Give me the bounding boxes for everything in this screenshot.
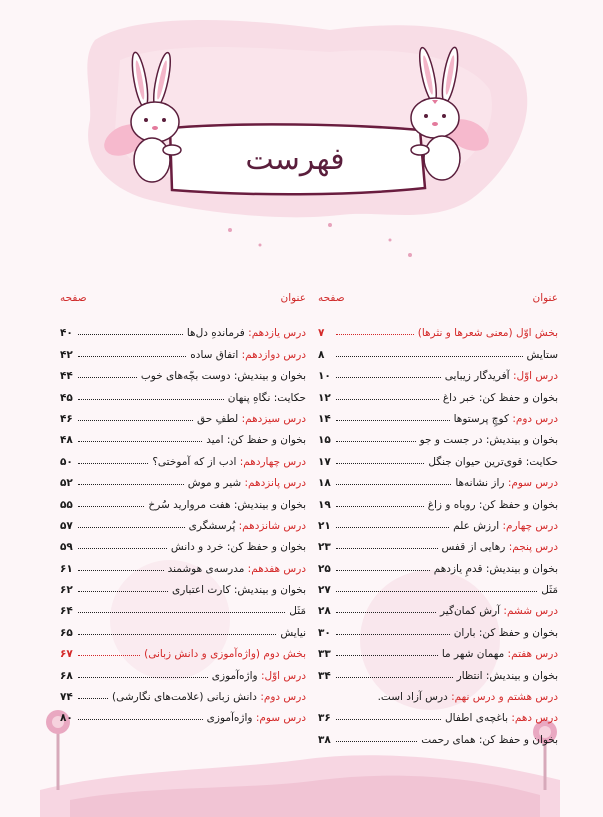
toc-entry-page-number: ۲۸ bbox=[318, 605, 331, 618]
toc-entry-text: بخوان و بیندیش: انتظار bbox=[456, 669, 558, 682]
dot-leader bbox=[336, 676, 453, 678]
toc-entry-text: بخوان و بیندیش: کارت اعتباری bbox=[172, 584, 306, 597]
toc-entry[interactable] bbox=[318, 404, 558, 425]
toc-entry-text: اتفاق ساده bbox=[190, 348, 242, 361]
toc-entry-title bbox=[212, 670, 306, 682]
toc-entry-text: مدرسه‌ی هوشمند bbox=[167, 562, 248, 575]
toc-entry[interactable] bbox=[60, 489, 306, 510]
toc-entry[interactable] bbox=[318, 489, 558, 510]
toc-entry-lesson-label: درس هفدهم: bbox=[247, 562, 306, 575]
toc-entry-title bbox=[527, 349, 558, 361]
dot-leader bbox=[78, 398, 224, 400]
toc-entry-title bbox=[541, 584, 558, 596]
toc-entry-text: بخوان و حفظ کن: خبر داغ bbox=[442, 391, 558, 404]
toc-entry[interactable] bbox=[318, 339, 558, 360]
dot-leader bbox=[78, 718, 203, 720]
dot-leader bbox=[336, 569, 430, 571]
page-title: فهرست bbox=[245, 141, 345, 177]
toc-entry[interactable] bbox=[60, 596, 306, 617]
toc-entry[interactable] bbox=[318, 382, 558, 403]
toc-entry[interactable] bbox=[318, 532, 558, 553]
column-header bbox=[318, 292, 558, 310]
toc-entry-title bbox=[440, 605, 558, 617]
title-board bbox=[175, 128, 415, 190]
toc-entry-page-number: ۱۲ bbox=[318, 391, 331, 404]
dot-leader bbox=[78, 633, 276, 635]
toc-entry-title bbox=[445, 370, 558, 382]
toc-entry-page-number: ۴۵ bbox=[60, 391, 73, 404]
dot-leader bbox=[336, 654, 438, 656]
toc-entry[interactable] bbox=[318, 660, 558, 681]
toc-entry-text: بخوان و بیندیش: در جست و جو bbox=[419, 434, 558, 447]
dot-leader bbox=[78, 376, 137, 378]
toc-entry-title bbox=[420, 434, 558, 446]
toc-entry-text: بخوان و حفظ کن: همای رحمت bbox=[421, 733, 558, 746]
toc-entry[interactable] bbox=[60, 318, 306, 339]
dot-leader bbox=[78, 676, 208, 678]
toc-entry-title bbox=[206, 434, 306, 446]
dot-leader bbox=[336, 355, 523, 357]
toc-entry-title bbox=[445, 712, 558, 724]
toc-entry-text: بخوان و بیندیش: قدمِ یازدهم bbox=[433, 562, 558, 575]
toc-entry-title bbox=[190, 349, 306, 361]
dot-leader bbox=[78, 590, 168, 592]
toc-entry-title bbox=[280, 627, 306, 639]
toc-entry[interactable] bbox=[318, 468, 558, 489]
toc-entry-page-number: ۴۰ bbox=[60, 327, 73, 340]
toc-entry-text: بخوان و حفظ کن: امید bbox=[206, 434, 306, 447]
dot-leader bbox=[336, 440, 416, 442]
toc-entry-text: کوچِ پرستوها bbox=[453, 412, 513, 425]
toc-entry-text: درس آزاد است. bbox=[377, 691, 452, 704]
column-header-page: صفحه bbox=[60, 292, 87, 304]
toc-entry-title bbox=[197, 413, 306, 425]
toc-entry-page-number: ۶۸ bbox=[60, 669, 73, 682]
toc-entry[interactable] bbox=[318, 682, 558, 703]
toc-entry-page-number: ۳۶ bbox=[318, 712, 331, 725]
dot-leader bbox=[336, 633, 450, 635]
toc-entry[interactable] bbox=[60, 404, 306, 425]
toc-entry[interactable] bbox=[60, 553, 306, 574]
toc-entry-text: حکایت: قوی‌ترین حیوان جنگل bbox=[428, 455, 558, 468]
dot-leader bbox=[78, 333, 183, 335]
left-bunny-icon bbox=[99, 51, 181, 182]
toc-entry-page-number: ۵۰ bbox=[60, 455, 73, 468]
toc-entry-page-number: ۴۸ bbox=[60, 434, 73, 447]
toc-entry-page-number: ۴۲ bbox=[60, 348, 73, 361]
toc-entry[interactable] bbox=[318, 361, 558, 382]
toc-entry-page-number: ۲۱ bbox=[318, 519, 331, 532]
toc-entry-text: رهایی از قفس bbox=[441, 541, 509, 554]
dot-leader bbox=[336, 611, 436, 613]
column-header bbox=[60, 292, 306, 310]
toc-entry-page-number: ۴۶ bbox=[60, 412, 73, 425]
dot-leader bbox=[336, 483, 451, 485]
toc-entry[interactable] bbox=[60, 382, 306, 403]
toc-entry-page-number: ۸ bbox=[318, 348, 325, 361]
toc-entry-page-number: ۴۴ bbox=[60, 370, 73, 383]
dot-leader bbox=[78, 483, 184, 485]
toc-entry-text: واژه‌آموزی bbox=[211, 669, 261, 682]
column-header-title: عنوان bbox=[532, 292, 558, 304]
toc-entry-title bbox=[148, 499, 306, 511]
toc-entry-title bbox=[207, 712, 306, 724]
toc-entry-text: بخوان و حفظ کن: روباه و زاغ bbox=[427, 498, 558, 511]
toc-entry-title bbox=[141, 370, 306, 382]
toc-entry[interactable] bbox=[60, 511, 306, 532]
toc-entry-lesson-label: درس اوّل: bbox=[260, 669, 306, 682]
toc-entry-title bbox=[418, 327, 558, 339]
toc-entry-page-number: ۱۷ bbox=[318, 455, 331, 468]
toc-entry-lesson-label: درس دهم: bbox=[511, 712, 558, 725]
toc-entry-text: آرش کمان‌گیر bbox=[439, 605, 504, 618]
toc-entry-lesson-label: درس سوم: bbox=[507, 477, 558, 490]
dot-leader bbox=[336, 505, 424, 507]
dot-leader bbox=[336, 526, 449, 528]
toc-entry-text: راز نشانه‌ها bbox=[455, 477, 508, 490]
toc-entry-page-number: ۲۷ bbox=[318, 584, 331, 597]
toc-entry-page-number: ۱۵ bbox=[318, 434, 331, 447]
toc-entry[interactable] bbox=[60, 339, 306, 360]
toc-entry-lesson-label: درس پنجم: bbox=[508, 541, 558, 554]
dot-leader bbox=[78, 462, 148, 464]
toc-entry[interactable] bbox=[60, 703, 306, 724]
toc-entry-title bbox=[453, 520, 558, 532]
toc-entry-text: مَثَل bbox=[541, 584, 558, 597]
toc-entry[interactable] bbox=[60, 532, 306, 553]
column-header-page: صفحه bbox=[318, 292, 345, 304]
dot-leader bbox=[78, 505, 144, 507]
toc-entry[interactable] bbox=[318, 617, 558, 638]
toc-rows-left bbox=[60, 318, 306, 724]
toc-entry-title bbox=[454, 413, 558, 425]
column-header-title: عنوان bbox=[280, 292, 306, 304]
toc-entry-text: شیر و موش bbox=[187, 477, 245, 490]
toc-entry-title bbox=[428, 456, 558, 468]
toc-entry-lesson-label: درس اوّل: bbox=[512, 370, 558, 383]
toc-entry-page-number: ۱۰ bbox=[318, 370, 331, 383]
toc-entry-title bbox=[434, 563, 558, 575]
toc-entry-text: بخوان و بیندیش: دوست بچّه‌های خوب bbox=[140, 370, 306, 383]
toc-entry-title bbox=[442, 648, 558, 660]
toc-entry-lesson-label: درس چهارم: bbox=[502, 519, 558, 532]
dot-leader bbox=[78, 419, 193, 421]
toc-entry-text: بخش دوم (واژه‌آموزی و دانش زبانی) bbox=[144, 648, 306, 661]
toc-column-right bbox=[318, 292, 558, 746]
dot-leader bbox=[78, 569, 164, 571]
toc-entry-title bbox=[187, 327, 306, 339]
toc-entry[interactable] bbox=[60, 660, 306, 681]
toc-entry-page-number: ۷۴ bbox=[60, 691, 73, 704]
toc-entry-lesson-label: درس یازدهم: bbox=[248, 327, 306, 340]
toc-entry-title bbox=[168, 563, 306, 575]
toc-entry[interactable] bbox=[318, 511, 558, 532]
toc-entry-page-number: ۳۸ bbox=[318, 733, 331, 746]
dot-leader bbox=[78, 697, 108, 699]
toc-entry-text: نیایش bbox=[280, 626, 306, 639]
right-bunny-icon bbox=[411, 46, 494, 180]
toc-entry-text: آفریدگار زیبایی bbox=[444, 370, 513, 383]
toc-entry-lesson-label: درس چهاردهم: bbox=[239, 455, 306, 468]
toc-entry-page-number: ۱۸ bbox=[318, 477, 331, 490]
toc-entry-text: دانش زبانی (علامت‌های نگارشی) bbox=[112, 691, 261, 704]
toc-entry-text: بخش اوّل (معنی شعرها و نثرها) bbox=[417, 327, 558, 340]
toc-entry[interactable] bbox=[60, 425, 306, 446]
toc-entry-title bbox=[443, 392, 558, 404]
dot-leader bbox=[336, 547, 438, 549]
dot-leader bbox=[336, 740, 417, 742]
toc-entry-text: ستایش bbox=[526, 348, 558, 361]
toc-entry-title bbox=[442, 541, 559, 553]
toc-entry-page-number: ۲۵ bbox=[318, 562, 331, 575]
toc-entry[interactable] bbox=[318, 446, 558, 467]
toc-entry-text: واژه‌آموزی bbox=[206, 712, 256, 725]
toc-entry-page-number: ۵۷ bbox=[60, 519, 73, 532]
toc-entry-title bbox=[144, 648, 306, 660]
toc-entry[interactable] bbox=[318, 703, 558, 724]
dot-leader bbox=[78, 440, 202, 442]
toc-entry[interactable] bbox=[60, 446, 306, 467]
toc-entry[interactable] bbox=[60, 468, 306, 489]
toc-rows-right bbox=[318, 318, 558, 746]
toc-entry-text: حکایت: نگاهِ پنهان bbox=[227, 391, 306, 404]
toc-entry-title bbox=[289, 605, 306, 617]
toc-entry-title bbox=[454, 627, 558, 639]
toc-entry-page-number: ۶۷ bbox=[60, 648, 73, 661]
toc-entry-page-number: ۵۲ bbox=[60, 477, 73, 490]
toc-entry-text: مَثَل bbox=[289, 605, 306, 618]
dot-leader bbox=[78, 355, 186, 357]
dot-leader bbox=[78, 654, 140, 656]
dot-leader bbox=[336, 698, 374, 699]
toc-entry-page-number: ۵۹ bbox=[60, 541, 73, 554]
toc-entry[interactable] bbox=[318, 425, 558, 446]
toc-column-left bbox=[60, 292, 306, 724]
toc-entry[interactable] bbox=[318, 596, 558, 617]
toc-entry[interactable] bbox=[60, 361, 306, 382]
toc-entry-lesson-label: درس پانزدهم: bbox=[244, 477, 306, 490]
toc-entry-title bbox=[188, 477, 306, 489]
toc-entry[interactable] bbox=[60, 639, 306, 660]
toc-entry-title bbox=[455, 477, 558, 489]
toc-entry-text: پُرسشگری bbox=[188, 519, 239, 532]
toc-entry-page-number: ۳۴ bbox=[318, 669, 331, 682]
toc-entry-page-number: ۶۱ bbox=[60, 562, 73, 575]
toc-entry-page-number: ۶۲ bbox=[60, 584, 73, 597]
toc-entry-title bbox=[171, 541, 306, 553]
toc-entry-lesson-label: درس ششم: bbox=[503, 605, 558, 618]
toc-entry-text: مهمان شهر ما bbox=[441, 648, 508, 661]
toc-entry-page-number: ۳۳ bbox=[318, 648, 331, 661]
dot-leader bbox=[336, 333, 414, 335]
toc-entry-text: باغچه‌ی اطفال bbox=[445, 712, 512, 725]
toc-entry-title bbox=[228, 392, 306, 404]
dot-leader bbox=[336, 590, 537, 592]
toc-entry[interactable] bbox=[60, 682, 306, 703]
toc-entry-title bbox=[152, 456, 306, 468]
dot-leader bbox=[336, 419, 450, 421]
toc-entry-text: ارزش علم bbox=[453, 519, 503, 532]
toc-entry-text: ادب از که آموختی؟ bbox=[152, 455, 240, 468]
toc-entry[interactable] bbox=[318, 318, 558, 339]
toc-entry-lesson-label: درس شانزدهم: bbox=[238, 519, 306, 532]
toc-entry-text: لطفِ حق bbox=[196, 412, 242, 425]
toc-entry-page-number: ۷ bbox=[318, 327, 325, 340]
dot-leader bbox=[78, 611, 285, 613]
toc-entry-page-number: ۱۴ bbox=[318, 412, 331, 425]
toc-entry-lesson-label: درس سوم: bbox=[255, 712, 306, 725]
toc-entry-page-number: ۲۳ bbox=[318, 541, 331, 554]
toc-entry-title bbox=[172, 584, 306, 596]
toc-entry-title bbox=[421, 734, 558, 746]
toc-entry-lesson-label: درس سیزدهم: bbox=[241, 412, 306, 425]
toc-entry[interactable] bbox=[318, 639, 558, 660]
toc-entry-lesson-label: درس دوم: bbox=[260, 691, 306, 704]
dot-leader bbox=[336, 462, 424, 464]
toc-entry-title bbox=[189, 520, 306, 532]
dot-leader bbox=[78, 547, 167, 549]
toc-entry-text: بخوان و حفظ کن: باران bbox=[453, 626, 558, 639]
toc-entry-text: بخوان و حفظ کن: خرد و دانش bbox=[170, 541, 306, 554]
toc-entry-page-number: ۶۵ bbox=[60, 626, 73, 639]
toc-entry-text: بخوان و بیندیش: هفت مروارید سُرخ bbox=[148, 498, 306, 511]
toc-entry-page-number: ۱۹ bbox=[318, 498, 331, 511]
toc-entry-lesson-label: درس هشتم و درس نهم: bbox=[451, 691, 558, 704]
dot-leader bbox=[336, 376, 441, 378]
toc-entry[interactable] bbox=[60, 617, 306, 638]
dot-leader bbox=[336, 398, 439, 400]
toc-entry-lesson-label: درس دوازدهم: bbox=[241, 348, 306, 361]
toc-entry-text: فرماندهِ دل‌ها bbox=[186, 327, 249, 340]
toc-entry[interactable] bbox=[318, 553, 558, 574]
dot-leader bbox=[336, 718, 441, 720]
toc-entry-page-number: ۶۴ bbox=[60, 605, 73, 618]
toc-entry-lesson-label: درس دوم: bbox=[512, 412, 558, 425]
toc-entry-title bbox=[378, 691, 558, 703]
dot-leader bbox=[78, 526, 185, 528]
toc-entry[interactable] bbox=[318, 575, 558, 596]
toc-entry-page-number: ۵۵ bbox=[60, 498, 73, 511]
toc-entry-title bbox=[457, 670, 558, 682]
toc-entry-title bbox=[428, 499, 558, 511]
toc-entry[interactable] bbox=[60, 575, 306, 596]
toc-entry-page-number: ۳۰ bbox=[318, 626, 331, 639]
toc-entry-page-number: ۸۰ bbox=[60, 712, 73, 725]
toc-entry-title bbox=[112, 691, 306, 703]
toc-entry-lesson-label: درس هفتم: bbox=[507, 648, 558, 661]
toc-entry[interactable] bbox=[318, 724, 558, 745]
